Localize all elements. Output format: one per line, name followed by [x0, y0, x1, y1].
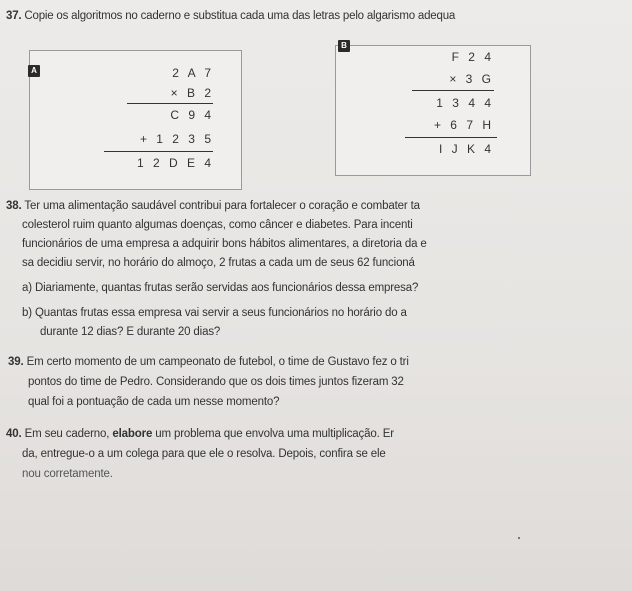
question-39-line-2: pontos do time de Pedro. Considerando que os dois times juntos fizeram 32	[28, 376, 404, 388]
question-39-line-1	[8, 356, 409, 368]
question-38-line-2: colesterol ruim quanto algumas doenças, como câncer e diabetes. Para incenti	[22, 219, 413, 231]
box-b-line-4: + 6 7 H	[433, 118, 494, 132]
question-38-item-a: a) Diariamente, quantas frutas serão servidas aos funcionários dessa empresa?	[22, 282, 419, 294]
box-a-line-5: 1 2 D E 4	[136, 156, 214, 170]
question-38-line-3: funcionários de uma empresa a adquirir bons hábitos alimentares, a diretoria da e	[22, 238, 427, 250]
question-40-text-pre: Em seu caderno,	[24, 428, 110, 440]
question-39-line-3: qual foi a pontuação de cada um nesse momento?	[28, 396, 280, 408]
box-b-line-5: I J K 4	[438, 142, 494, 156]
question-38-text-1: Ter uma alimentação saudável contribui para fortalecer o coração e combater ta	[24, 200, 420, 212]
box-b-line-2: × 3 G	[449, 72, 494, 86]
question-40-line-1	[6, 428, 394, 440]
question-38-line-4: sa decidiu servir, no horário do almoço, 2 frutas a cada um de seus 62 funcioná	[22, 257, 415, 269]
question-37	[6, 10, 455, 22]
box-a-rule-1	[127, 103, 213, 104]
question-40-text-post: um problema que envolva uma multiplicação. Er	[155, 428, 394, 440]
box-a-line-4: + 1 2 3 5	[139, 132, 214, 146]
box-a-line-2: × B 2	[170, 86, 214, 100]
question-38-item-b-line-1: b) Quantas frutas essa empresa vai servir a seus funcionários no horário do a	[22, 307, 407, 319]
box-b-label: B	[338, 40, 350, 52]
box-b-line-3: 1 3 4 4	[436, 96, 494, 110]
question-38-number: 38.	[6, 200, 22, 212]
question-38-item-b-line-2: durante 12 dias? E durante 20 dias?	[40, 326, 221, 338]
box-b-line-1: F 2 4	[451, 50, 494, 64]
question-40-text-bold: elabore	[112, 428, 153, 440]
algorithm-box-b	[335, 45, 531, 176]
box-a-label: A	[28, 65, 40, 77]
box-a-line-3: C 9 4	[170, 108, 214, 122]
pen-mark	[518, 537, 520, 539]
box-b-rule-2	[405, 137, 497, 138]
box-b-rule-1	[412, 90, 494, 91]
question-37-text: Copie os algoritmos no caderno e substitua cada uma das letras pelo algarismo adequa	[24, 10, 456, 22]
box-a-rule-2	[104, 151, 213, 152]
question-40-number: 40.	[6, 428, 22, 440]
question-37-number: 37.	[6, 10, 22, 22]
question-39-number: 39.	[8, 356, 24, 368]
question-38-line-1	[6, 200, 420, 212]
question-40-line-3: nou corretamente.	[22, 468, 113, 480]
box-a-line-1: 2 A 7	[172, 66, 214, 80]
question-40-line-2: da, entregue-o a um colega para que ele o resolva. Depois, confira se ele	[22, 448, 386, 460]
question-39-text-1: Em certo momento de um campeonato de futebol, o time de Gustavo fez o tri	[26, 356, 409, 368]
